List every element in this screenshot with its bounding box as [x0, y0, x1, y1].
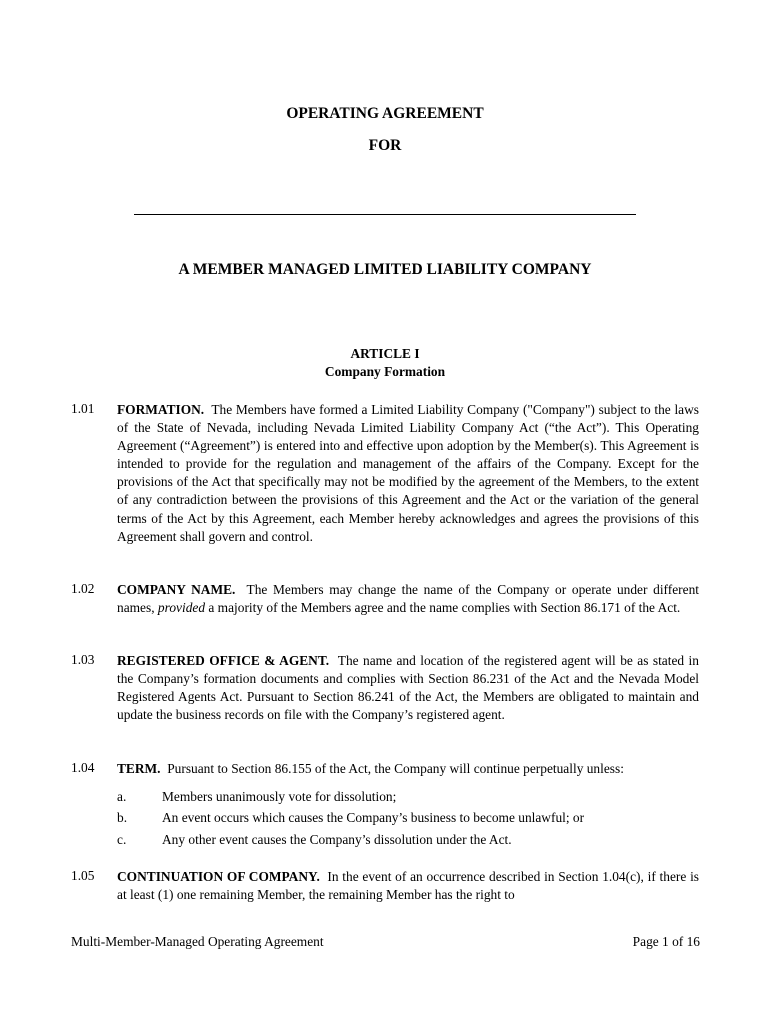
section-text: a majority of the Members agree and the name complies with Section 86.171 of the Act. [208, 600, 681, 616]
list-item-letter: b. [117, 810, 128, 826]
section-text: The Members may change the name of the Company or operate under different names, [117, 582, 699, 616]
section-text: In the event of an occurrence described in Section 1.04(c), if there is at least (1) one remaining Member, the remaining Member has the right to [117, 869, 700, 903]
section-body [117, 581, 699, 617]
section-1-01 [71, 401, 699, 546]
section-heading: COMPANY NAME. [117, 582, 236, 597]
section-number: 1.02 [71, 581, 95, 596]
section-heading: FORMATION. [117, 402, 205, 417]
list-item-text: An event occurs which causes the Company’s business to become unlawful; or [162, 810, 585, 826]
company-name-blank-line [134, 214, 636, 215]
footer-page-number: Page 1 of 16 [632, 934, 700, 949]
list-item-letter: c. [117, 831, 127, 847]
section-body [117, 760, 699, 778]
section-1-03 [71, 652, 699, 724]
section-1-02 [71, 581, 699, 617]
list-item-text: Members unanimously vote for dissolution; [162, 789, 397, 804]
section-text: The Members have formed a Limited Liability Company ("Company") subject to the laws of the State of Nevada, including Nevada Limited Liability Company Act (“the Act”). This Operating Agreement (“Agreement”) is entered into and effective upon adoption by the Member(s). This Agreement is intended to provide for the regulation and management of the affairs of the Company. Except for the provisions of the Act that specifically may not be modified by the agreement of the Members, to the extent of any contradiction between the provisions of this Agreement and the Act or the variation of the general terms of the Act by this Agreement, each Member hereby acknowledges and agrees the provisions of this Agreement shall govern and control. [117, 402, 699, 544]
section-1-05 [71, 868, 699, 904]
list-item [117, 809, 677, 830]
section-text: Pursuant to Section 86.155 of the Act, the Company will continue perpetually unless: [167, 761, 624, 776]
section-heading: TERM. [117, 761, 161, 776]
section-body [117, 401, 699, 546]
article-number: ARTICLE I [350, 346, 420, 361]
page-footer [71, 934, 700, 954]
term-conditions-list [117, 788, 677, 852]
section-1-04 [71, 760, 699, 778]
section-number: 1.01 [71, 401, 95, 416]
list-item [117, 788, 677, 809]
section-heading: REGISTERED OFFICE & AGENT. [117, 653, 330, 668]
section-text: The name and location of the registered agent will be as stated in the Company’s formation documents and complies with Section 86.231 of the Act and the Nevada Model Registered Agents Act. Pursuant to Section 86.241 of the Act, the Members are obligated to maintain and update the business records on file with the Company’s registered agent. [117, 653, 699, 723]
article-name: Company Formation [324, 364, 446, 379]
company-type-heading: A MEMBER MANAGED LIMITED LIABILITY COMPANY [178, 261, 592, 278]
section-number: 1.03 [71, 652, 95, 667]
section-heading: CONTINUATION OF COMPANY. [117, 869, 320, 884]
section-number: 1.05 [71, 868, 95, 883]
document-title-for: FOR [368, 137, 402, 154]
footer-document-name: Multi-Member-Managed Operating Agreement [71, 934, 324, 949]
section-number: 1.04 [71, 760, 95, 775]
section-body [117, 652, 699, 724]
section-body [117, 868, 699, 904]
document-title: OPERATING AGREEMENT [286, 105, 484, 122]
list-item-letter: a. [117, 789, 127, 804]
section-text-italic: provided [157, 600, 206, 616]
list-item [117, 831, 677, 852]
list-item-text: Any other event causes the Company’s dissolution under the Act. [162, 831, 512, 847]
